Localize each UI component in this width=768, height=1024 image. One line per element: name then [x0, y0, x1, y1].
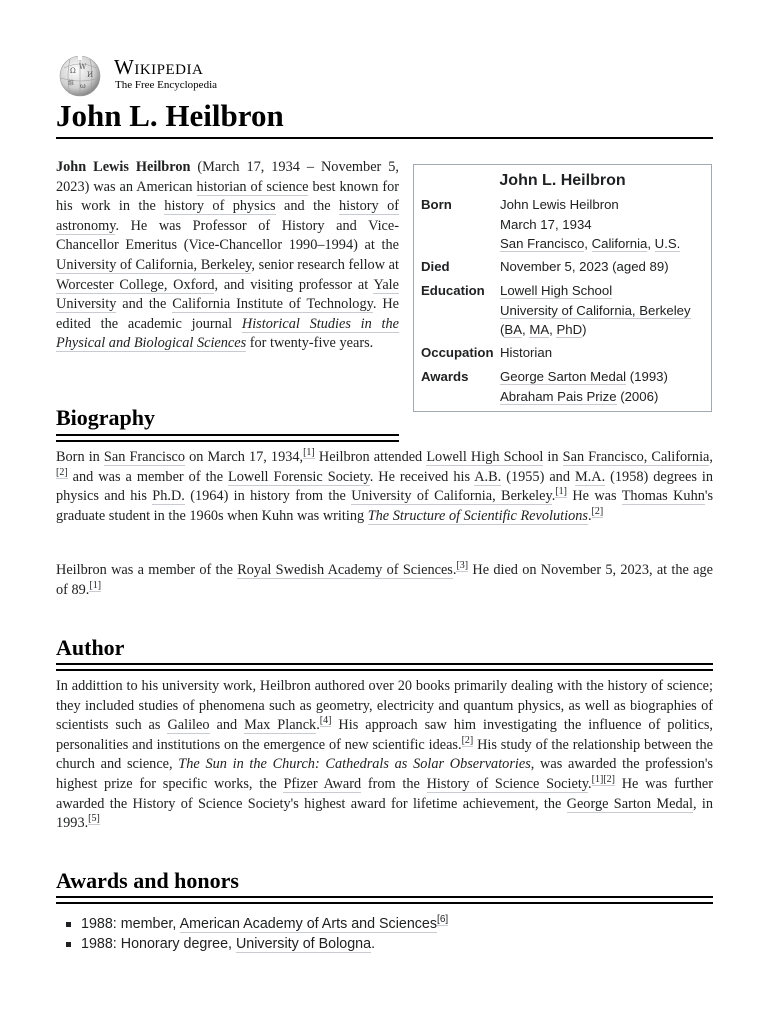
- bio-text: He was: [566, 488, 622, 505]
- title-divider: [56, 137, 713, 139]
- section-heading-biography: Biography: [56, 405, 156, 430]
- reference-link[interactable]: [2]: [461, 735, 474, 747]
- bio-text: ,: [709, 449, 713, 465]
- section-divider: [56, 434, 399, 442]
- bio-text: 's graduate student in the 1960s when Kuhn was writing: [56, 488, 714, 524]
- infobox-value-died: November 5, 2023 (aged 89): [500, 259, 669, 274]
- reference-link[interactable]: [1]: [555, 486, 567, 498]
- wikipedia-logo[interactable]: [56, 54, 256, 98]
- link-yale-university[interactable]: Yale University: [56, 276, 399, 313]
- link-uc-berkeley[interactable]: University of California, Berkeley: [500, 302, 691, 318]
- link-caltech[interactable]: California Institute of Technology: [172, 296, 373, 313]
- degrees-paren: ): [582, 322, 587, 337]
- bio-text: (1955) and: [501, 468, 575, 485]
- bio-text: .: [452, 562, 457, 578]
- author-text: and: [209, 717, 245, 734]
- author-text: .: [316, 717, 320, 734]
- born-place-sep: ,: [647, 236, 655, 251]
- degrees-sep: ,: [522, 322, 530, 337]
- link-royal-swedish-academy[interactable]: Royal Swedish Academy of Sciences: [237, 562, 453, 578]
- infobox-value-born: [500, 195, 705, 254]
- wikipedia-wordmark: [114, 56, 203, 78]
- biography-paragraph: [56, 561, 713, 600]
- lead-text: and the: [116, 296, 173, 313]
- bio-text: Born in: [56, 449, 104, 465]
- bio-text: .: [587, 507, 592, 524]
- awards-list: [56, 914, 713, 954]
- wordmark-text: Wikipedia: [114, 55, 204, 79]
- infobox-label-occupation: Occupation: [421, 345, 494, 360]
- section-heading-author: Author: [56, 635, 125, 660]
- link-ab[interactable]: A.B.: [474, 468, 502, 485]
- reference-link[interactable]: [1]: [303, 447, 315, 459]
- link-george-sarton-medal[interactable]: George Sarton Medal: [566, 795, 693, 812]
- reference-link[interactable]: [2]: [56, 466, 68, 478]
- svg-text:ω: ω: [80, 82, 86, 90]
- reference-link[interactable]: [2]: [591, 506, 604, 518]
- bio-text: Heilbron was a member of the: [56, 562, 238, 578]
- link-pfizer-award[interactable]: Pfizer Award: [283, 775, 362, 792]
- born-date: March 17, 1934: [500, 216, 592, 232]
- svg-text:И: И: [87, 71, 94, 79]
- award-text: .: [371, 936, 376, 952]
- svg-text:維: 維: [68, 80, 75, 87]
- lead-bold-name: John Lewis Heilbron: [56, 159, 191, 175]
- infobox: [413, 164, 712, 412]
- wikipedia-globe-icon: [56, 54, 104, 98]
- lead-text: for twenty-five years.: [246, 335, 374, 352]
- section-heading-awards: Awards and honors: [56, 868, 239, 893]
- infobox-value-occupation: Historian: [500, 345, 553, 360]
- born-place: [500, 234, 705, 254]
- award-year: (2006): [616, 388, 659, 404]
- link-uc-berkeley[interactable]: University of California, Berkeley: [56, 256, 252, 273]
- author-text: He was further awarded the History of Science Society's highest award for lifetime achievement, the: [56, 775, 713, 812]
- award-text: 1988: member,: [81, 916, 180, 932]
- infobox-label-education: Education: [421, 283, 485, 298]
- bio-text: on March 17, 1934,: [185, 449, 304, 465]
- link-george-sarton-medal[interactable]: George Sarton Medal: [500, 369, 627, 384]
- degrees-sep: ,: [549, 322, 557, 337]
- born-place-sep: ,: [584, 236, 592, 251]
- degrees-paren: (: [500, 322, 505, 337]
- link-worcester-college[interactable]: Worcester College, Oxford: [56, 276, 215, 293]
- author-text: from the: [361, 775, 427, 792]
- infobox-title: John L. Heilbron: [499, 172, 626, 189]
- author-text: .: [588, 775, 592, 792]
- svg-text:Ω: Ω: [70, 67, 76, 75]
- link-phd[interactable]: Ph.D.: [152, 488, 185, 505]
- link-historical-studies-journal[interactable]: Historical Studies in the Physical and Biological Sciences: [56, 315, 399, 352]
- reference-link[interactable]: [6]: [437, 914, 449, 926]
- link-american-academy-arts-sciences[interactable]: American Academy of Arts and Sciences: [179, 916, 438, 932]
- reference-link[interactable]: [5]: [88, 813, 100, 825]
- author-text: In addittion to his university work, Heilbron authored over 20 books primarily dealing with the history of science; they included studies of phenomena such as geometry, electricity and quantum physics, as well as biographies of scientists such as: [56, 678, 713, 734]
- link-san-francisco[interactable]: San Francisco: [103, 449, 186, 465]
- link-lowell-high-school[interactable]: Lowell High School: [426, 449, 544, 465]
- section-divider: [56, 663, 713, 671]
- lead-paragraph: [56, 158, 399, 354]
- link-history-of-physics[interactable]: history of physics: [164, 198, 276, 215]
- list-item: [56, 914, 713, 934]
- infobox-value-awards: [500, 367, 705, 406]
- award-text: 1988: Honorary degree,: [81, 936, 236, 952]
- link-university-of-bologna[interactable]: University of Bologna: [235, 936, 372, 952]
- wikipedia-tagline: The Free Encyclopedia: [115, 79, 218, 91]
- bio-text: and was a member of the: [67, 468, 229, 485]
- infobox-label-awards: Awards: [421, 369, 469, 384]
- born-name: John Lewis Heilbron: [500, 197, 619, 212]
- infobox-value-education: [500, 281, 705, 340]
- link-san-francisco[interactable]: San Francisco: [500, 236, 585, 251]
- link-thomas-kuhn[interactable]: Thomas Kuhn: [621, 488, 705, 505]
- link-uc-berkeley[interactable]: University of California, Berkeley: [351, 488, 552, 505]
- lead-text: best known for his work in the: [56, 178, 399, 215]
- link-max-planck[interactable]: Max Planck: [244, 717, 317, 734]
- author-text: , in 1993.: [56, 795, 713, 832]
- award-year: (1993): [626, 369, 668, 384]
- link-structure-of-scientific-revolutions[interactable]: The Structure of Scientific Revolutions: [367, 507, 588, 524]
- author-text: His approach saw him investigating the influence of politics, personalities and institutions on the emergence of new scientific ideas.: [56, 717, 713, 753]
- link-ba[interactable]: BA: [504, 322, 522, 337]
- lead-text: (March 17, 1934 – November 5, 2023) was an American: [56, 159, 400, 195]
- bio-text: (1964) in history from the: [184, 488, 352, 505]
- link-historian-of-science[interactable]: historian of science: [196, 178, 309, 195]
- link-us[interactable]: U.S.: [654, 236, 681, 251]
- author-text: His study of the relationship between the church and science,: [56, 736, 713, 773]
- bio-text: (1958) degrees in physics and his: [56, 468, 714, 505]
- lead-text: and the: [275, 198, 339, 215]
- section-divider: [56, 896, 713, 904]
- degrees: [500, 320, 705, 340]
- page-title: John L. Heilbron: [56, 98, 284, 133]
- lead-text: . He was Professor of History and Vice-Chancellor Emeritus (Vice-Chancellor 1990–1994) at the: [56, 217, 399, 254]
- bullet-icon: [66, 942, 71, 947]
- reference-link[interactable]: [1]: [89, 579, 102, 591]
- author-text: , was awarded the profession's highest prize for specific works, the: [56, 756, 713, 792]
- bio-text: in: [543, 449, 563, 465]
- reference-link[interactable]: [1]: [591, 774, 604, 786]
- link-california[interactable]: California: [591, 236, 648, 251]
- bullet-icon: [66, 922, 71, 927]
- lead-text: . He edited the academic journal: [56, 296, 399, 332]
- link-lowell-high-school[interactable]: Lowell High School: [500, 283, 613, 298]
- reference-link[interactable]: [4]: [319, 715, 332, 727]
- link-ma[interactable]: MA: [529, 322, 550, 337]
- bio-text: . He received his: [369, 468, 475, 485]
- link-ma[interactable]: M.A.: [574, 468, 606, 485]
- reference-link[interactable]: [3]: [456, 560, 469, 572]
- list-item: [56, 934, 713, 954]
- link-phd[interactable]: PhD: [556, 322, 583, 337]
- biography-paragraph: [56, 448, 713, 526]
- link-galileo[interactable]: Galileo: [167, 717, 210, 734]
- link-history-of-astronomy[interactable]: history of astronomy: [56, 198, 400, 234]
- link-san-francisco-california[interactable]: San Francisco, California: [562, 449, 710, 465]
- bio-text: He died on November 5, 2023, at the age of 89.: [56, 562, 713, 598]
- svg-text:W: W: [79, 63, 87, 71]
- reference-link[interactable]: [2]: [603, 774, 615, 786]
- book-title: The Sun in the Church: Cathedrals as Solar Observatories: [178, 756, 531, 773]
- infobox-label-born: Born: [421, 197, 452, 212]
- bio-text: Heilbron attended: [314, 449, 427, 465]
- infobox-label-died: Died: [421, 259, 450, 274]
- link-lowell-forensic-society[interactable]: Lowell Forensic Society: [228, 468, 370, 485]
- author-paragraph: [56, 677, 713, 834]
- link-history-of-science-society[interactable]: History of Science Society: [426, 775, 589, 792]
- bio-text: .: [551, 488, 556, 505]
- lead-text: , senior research fellow at: [251, 256, 399, 273]
- lead-text: , and visiting professor at: [214, 276, 374, 293]
- link-abraham-pais-prize[interactable]: Abraham Pais Prize: [500, 388, 617, 404]
